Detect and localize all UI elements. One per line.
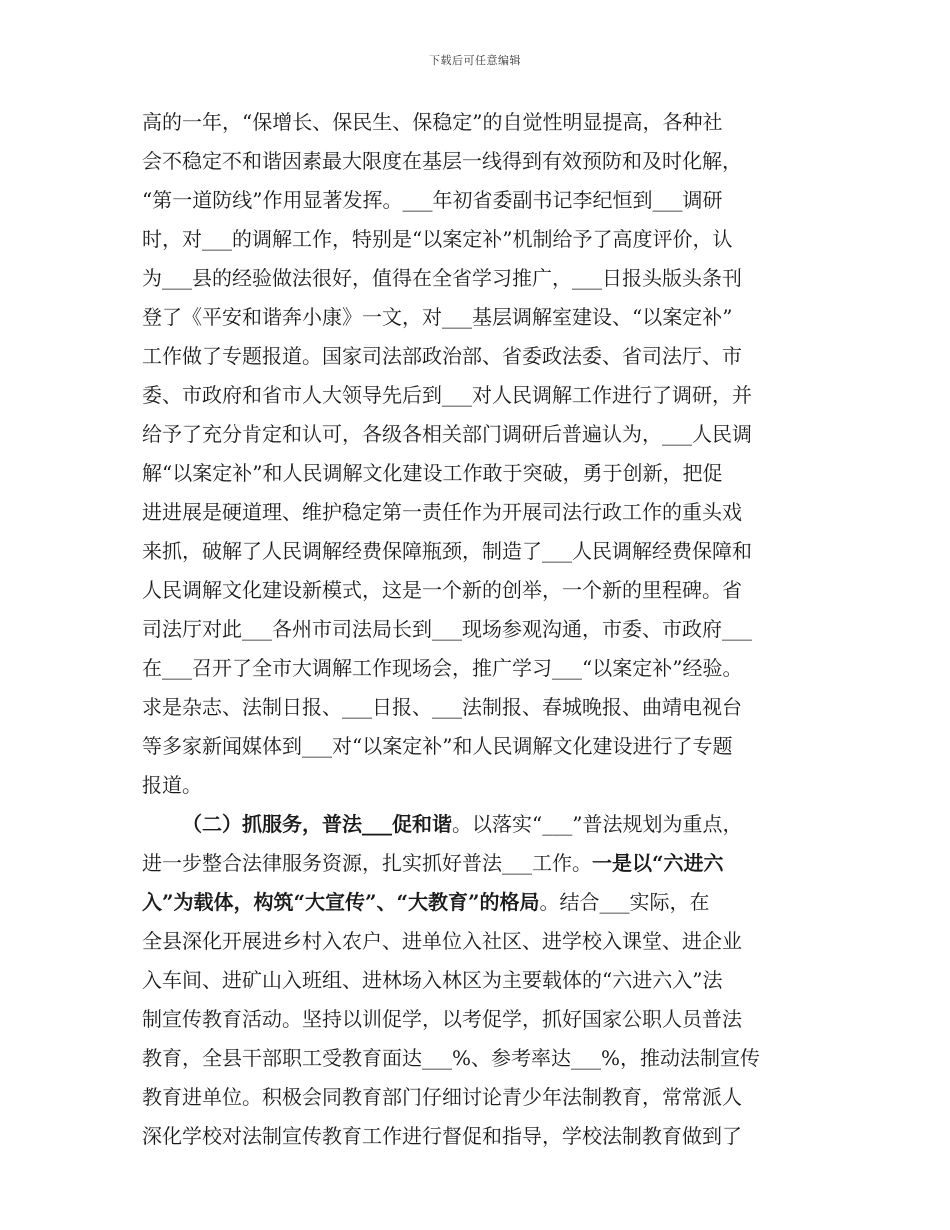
bold-phrase: 一是以“六进六 — [592, 851, 724, 875]
text-line: 全县深化开展进乡村入农户、进单位入社区、进学校入课堂、进企业 — [142, 929, 742, 953]
text-line: 解“以案定补”和人民调解文化建设工作敢于突破，勇于创新，把促 — [142, 461, 723, 485]
text-line: 为___县的经验做法很好，值得在全省学习推广，___日报头版头条刊 — [142, 266, 742, 290]
text-line — [142, 805, 822, 844]
text-line: 等多家新闻媒体到___对“以案定补”和人民调解文化建设进行了专题 — [142, 734, 733, 758]
paragraph-2 — [142, 805, 822, 1156]
document-body — [142, 103, 822, 1156]
text-line: 在___召开了全市大调解工作现场会，推广学习___“以案定补”经验。 — [142, 656, 743, 680]
text-line: 登了《平安和谐奔小康》一文，对___基层调解室建设、“以案定补” — [142, 305, 733, 329]
text-line: 教育，全县干部职工受教育面达___%、参考率达___%，推动法制宣传 — [142, 1046, 761, 1070]
page-header: 下载后可任意编辑 — [429, 54, 521, 67]
text-line: 报道。 — [142, 773, 202, 797]
text-line: 时，对___的调解工作，特别是“以案定补”机制给予了高度评价，认 — [142, 227, 733, 251]
text-span: 。以落实“___”普法规划为重点， — [452, 812, 743, 836]
text-line: 人民调解文化建设新模式，这是一个新的创举，一个新的里程碑。省 — [142, 578, 742, 602]
text-line: 高的一年，“保增长、保民生、保稳定”的自觉性明显提高，各种社 — [142, 110, 723, 134]
text-line — [142, 844, 822, 883]
paragraph-1 — [142, 103, 822, 805]
text-line: 司法厅对此___各州市司法局长到___现场参观沟通，市委、市政府___ — [142, 617, 752, 641]
text-line: 教育进单位。积极会同教育部门仔细讨论青少年法制教育，常常派人 — [142, 1085, 742, 1109]
text-line: 入车间、进矿山入班组、进林场入林区为主要载体的“六进六入”法 — [142, 968, 723, 992]
text-line: 工作做了专题报道。国家司法部政治部、省委政法委、省司法厅、市 — [142, 344, 742, 368]
text-span: 。结合___实际，在 — [539, 890, 710, 914]
text-line: 委、市政府和省市人大领导先后到___对人民调解工作进行了调研，并 — [142, 383, 752, 407]
section-heading: （二）抓服务，普法___促和谐 — [182, 812, 452, 836]
text-line: 深化学校对法制宣传教育工作进行督促和指导，学校法制教育做到了 — [142, 1124, 742, 1148]
text-span: 进一步整合法律服务资源，扎实抓好普法___工作。 — [142, 851, 592, 875]
text-line: 进进展是硬道理、维护稳定第一责任作为开展司法行政工作的重头戏 — [142, 500, 742, 524]
text-line — [142, 883, 822, 922]
text-line: “第一道防线”作用显著发挥。___年初省委副书记李纪恒到___调研 — [142, 188, 723, 212]
text-line: 会不稳定不和谐因素最大限度在基层一线得到有效预防和及时化解， — [142, 149, 742, 173]
text-line: 给予了充分肯定和认可，各级各相关部门调研后普遍认为，___人民调 — [142, 422, 752, 446]
text-line: 来抓，破解了人民调解经费保障瓶颈，制造了___人民调解经费保障和 — [142, 539, 752, 563]
text-line: 求是杂志、法制日报、___日报、___法制报、春城晚报、曲靖电视台 — [142, 695, 742, 719]
text-line: 制宣传教育活动。坚持以训促学，以考促学，抓好国家公职人员普法 — [142, 1007, 742, 1031]
bold-phrase: 入”为载体，构筑“大宣传”、“大教育”的格局 — [142, 890, 540, 914]
